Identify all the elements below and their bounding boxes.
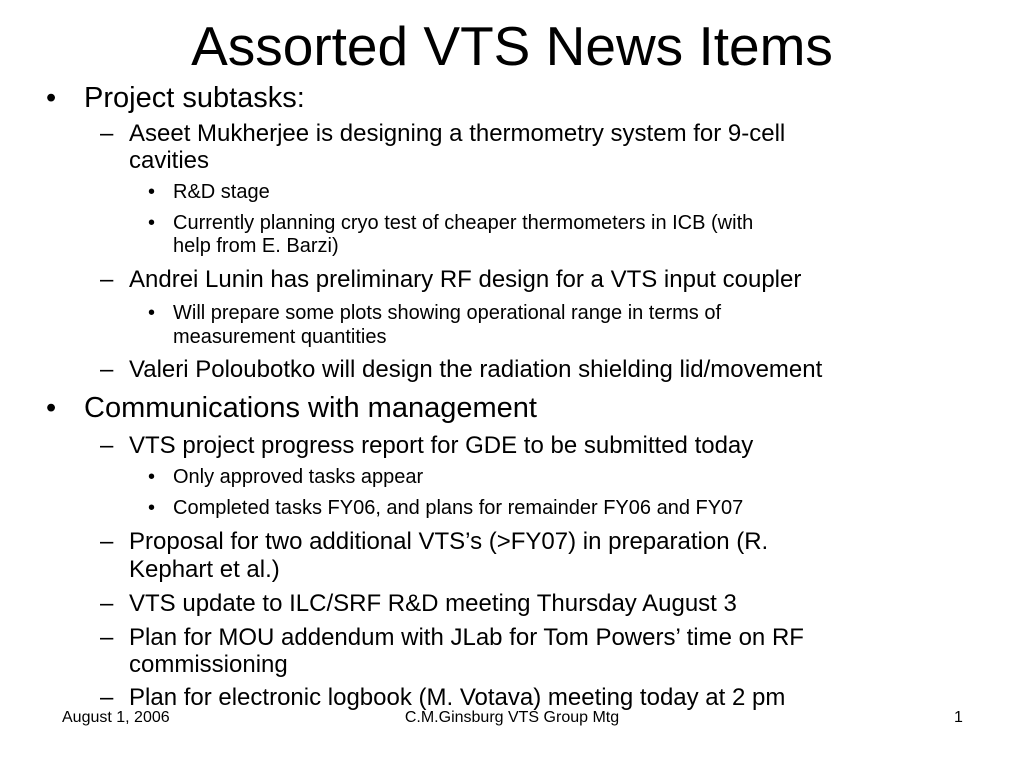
- dash-marker: –: [100, 432, 114, 459]
- bullet-marker: •: [148, 497, 156, 519]
- dash-marker: –: [100, 120, 114, 147]
- bullet-text: Only approved tasks appear: [173, 466, 424, 488]
- bullet-text: Aseet Mukherjee is designing a thermometry system for 9-cell: [129, 120, 786, 147]
- bullet-text: Project subtasks:: [84, 82, 305, 114]
- bullet-marker: •: [148, 302, 156, 324]
- dash-marker: –: [100, 624, 114, 651]
- bullet-text: measurement quantities: [173, 326, 387, 348]
- bullet-text: Plan for electronic logbook (M. Votava) meeting today at 2 pm: [129, 684, 786, 711]
- bullet-text: Valeri Poloubotko will design the radiation shielding lid/movement: [129, 356, 823, 383]
- bullet-text: Will prepare some plots showing operational range in terms of: [173, 302, 722, 324]
- bullet-marker: •: [46, 82, 57, 114]
- dash-marker: –: [100, 684, 114, 711]
- dash-marker: –: [100, 356, 114, 383]
- footer-date: August 1, 2006: [62, 709, 170, 726]
- bullet-text: commissioning: [129, 651, 288, 678]
- bullet-marker: •: [46, 392, 57, 424]
- bullet-text: VTS update to ILC/SRF R&D meeting Thursday August 3: [129, 590, 737, 617]
- footer-presenter: C.M.Ginsburg VTS Group Mtg: [404, 709, 620, 726]
- bullet-text: Kephart et al.): [129, 556, 280, 583]
- bullet-text: Communications with management: [84, 392, 537, 424]
- bullet-text: VTS project progress report for GDE to be submitted today: [129, 432, 754, 459]
- bullet-text: Currently planning cryo test of cheaper thermometers in ICB (with: [173, 212, 754, 234]
- bullet-text: Plan for MOU addendum with JLab for Tom Powers’ time on RF: [129, 624, 804, 651]
- slide-title: Assorted VTS News Items: [191, 15, 833, 77]
- bullet-text: Completed tasks FY06, and plans for remainder FY06 and FY07: [173, 497, 744, 519]
- dash-marker: –: [100, 266, 114, 293]
- dash-marker: –: [100, 590, 114, 617]
- page-number: 1: [954, 709, 963, 726]
- bullet-marker: •: [148, 466, 156, 488]
- bullet-marker: •: [148, 181, 156, 203]
- dash-marker: –: [100, 528, 114, 555]
- bullet-text: R&D stage: [173, 181, 270, 203]
- bullet-text: Proposal for two additional VTS’s (>FY07) in preparation (R.: [129, 528, 769, 555]
- bullet-marker: •: [148, 212, 156, 234]
- bullet-text: cavities: [129, 147, 210, 174]
- bullet-text: Andrei Lunin has preliminary RF design for a VTS input coupler: [129, 266, 802, 293]
- bullet-text: help from E. Barzi): [173, 235, 339, 257]
